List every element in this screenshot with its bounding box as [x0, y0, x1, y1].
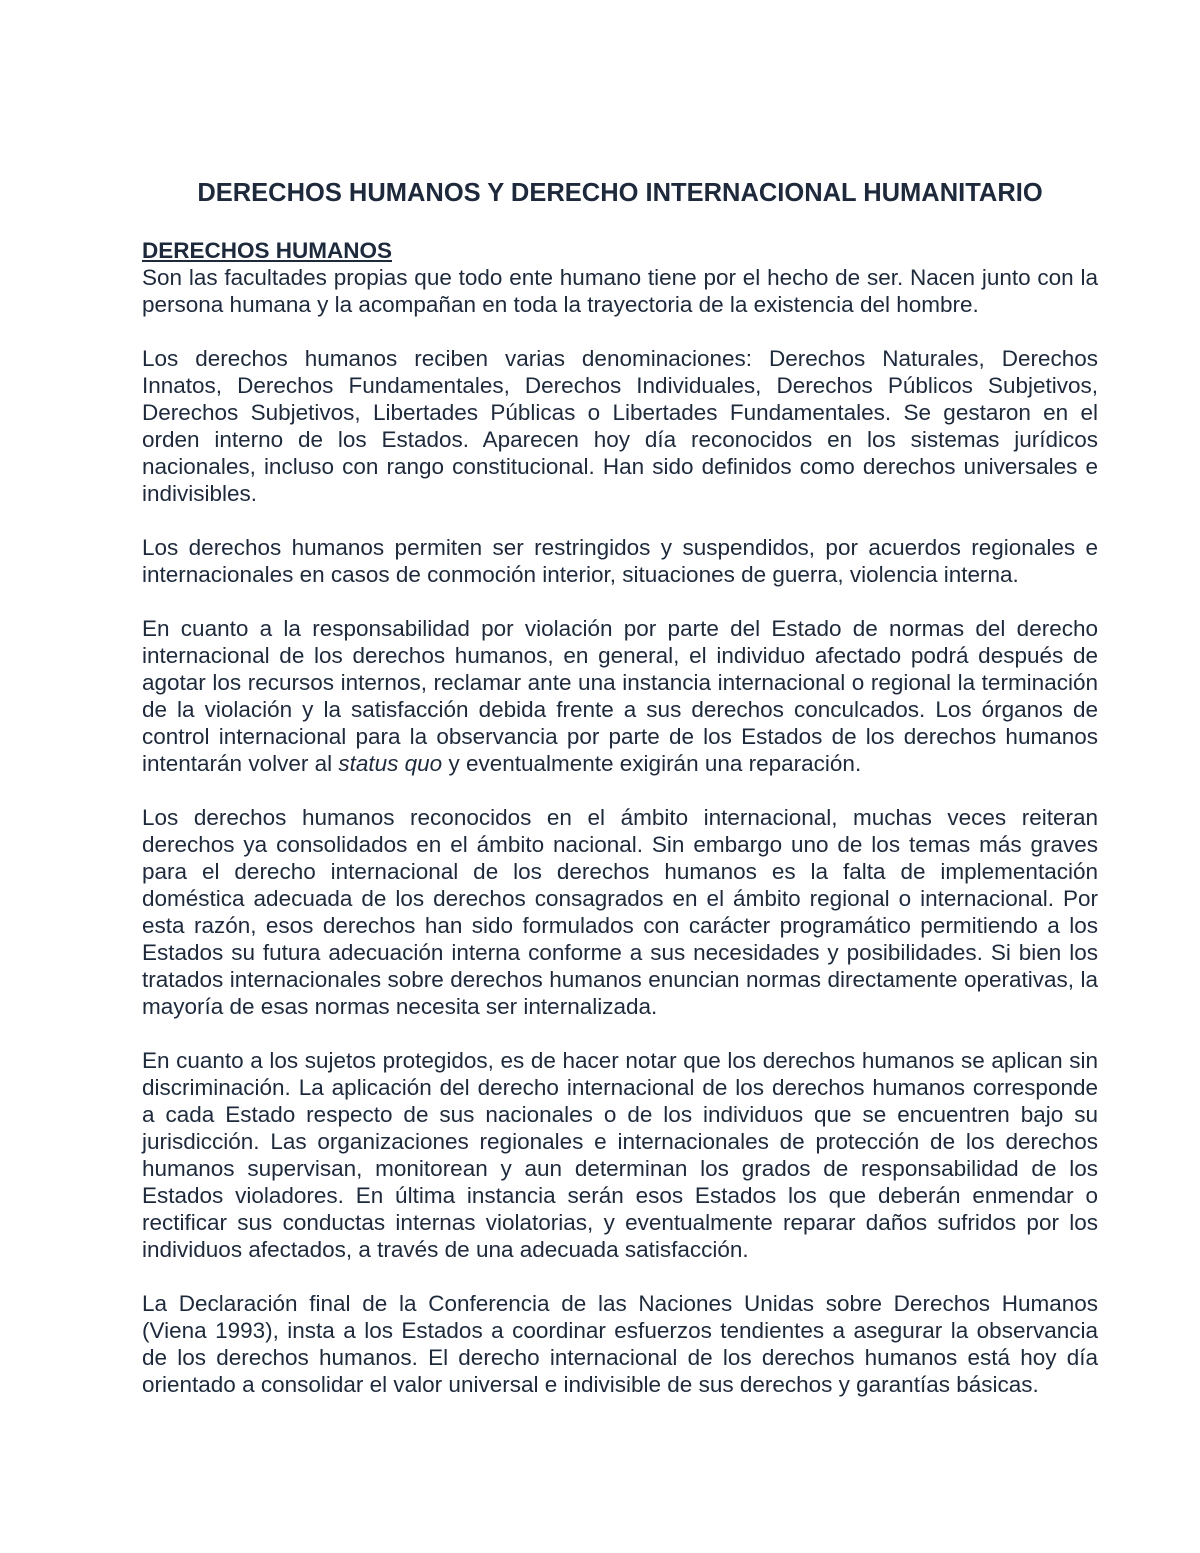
document-title: DERECHOS HUMANOS Y DERECHO INTERNACIONAL HUMANITARIO [197, 179, 1043, 207]
paragraph-4 [142, 615, 1098, 777]
paragraph-6: En cuanto a los sujetos protegidos, es de hacer notar que los derechos humanos se aplican sin discriminación. La aplicación del derecho internacional de los derechos humanos corresponde a cada Estado respecto de sus nacionales o de los individuos que se encuentren bajo su jurisdicción. Las organizaciones regionales e internacionales de protección de los derechos humanos supervisan, monitorean y aun determinan los grados de responsabilidad de los Estados violadores. En última instancia serán esos Estados los que deberán enmendar o rectificar sus conductas internas violatorias, y eventualmente reparar daños sufridos por los individuos afectados, a través de una adecuada satisfacción. [142, 1048, 1098, 1262]
paragraph-4-italic-term: status quo [338, 751, 443, 776]
paragraph-4-text-after: y eventualmente exigirán una reparación. [442, 751, 862, 776]
section-heading: DERECHOS HUMANOS [142, 238, 393, 263]
paragraph-5: Los derechos humanos reconocidos en el ámbito internacional, muchas veces reiteran derechos ya consolidados en el ámbito nacional. Sin embargo uno de los temas más graves para el derecho internacional de los derechos humanos es la falta de implementación doméstica adecuada de los derechos consagrados en el ámbito regional o internacional. Por esta razón, esos derechos han sido formulados con carácter programático permitiendo a los Estados su futura adecuación interna conforme a sus necesidades y posibilidades. Si bien los tratados internacionales sobre derechos humanos enuncian normas directamente operativas, la mayoría de esas normas necesita ser internalizada. [142, 805, 1098, 1019]
paragraph-2: Los derechos humanos reciben varias denominaciones: Derechos Naturales, Derechos Innatos, Derechos Fundamentales, Derechos Individuales, Derechos Públicos Subjetivos, Derechos Subjetivos, Libertades Públicas o Libertades Fundamentales. Se gestaron en el orden interno de los Estados. Aparecen hoy día reconocidos en los sistemas jurídicos nacionales, incluso con rango constitucional. Han sido definidos como derechos universales e indivisibles. [142, 346, 1098, 506]
paragraph-3: Los derechos humanos permiten ser restringidos y suspendidos, por acuerdos regionales e internacionales en casos de conmoción interior, situaciones de guerra, violencia interna. [142, 535, 1098, 587]
paragraph-1: Son las facultades propias que todo ente humano tiene por el hecho de ser. Nacen junto con la persona humana y la acompañan en toda la trayectoria de la existencia del hombre. [142, 265, 1098, 317]
paragraph-4-text-before: En cuanto a la responsabilidad por violación por parte del Estado de normas del derecho internacional de los derechos humanos, en general, el individuo afectado podrá después de agotar los recursos internos, reclamar ante una instancia internacional o regional la terminación de la violación y la satisfacción debida frente a sus derechos conculcados. Los órganos de control internacional para la observancia por parte de los Estados de los derechos humanos intentarán volver al [142, 616, 1098, 776]
paragraph-7: La Declaración final de la Conferencia de las Naciones Unidas sobre Derechos Humanos (Viena 1993), insta a los Estados a coordinar esfuerzos tendientes a asegurar la observancia de los derechos humanos. El derecho internacional de los derechos humanos está hoy día orientado a consolidar el valor universal e indivisible de sus derechos y garantías básicas. [142, 1291, 1098, 1397]
document-page [142, 176, 1098, 1425]
